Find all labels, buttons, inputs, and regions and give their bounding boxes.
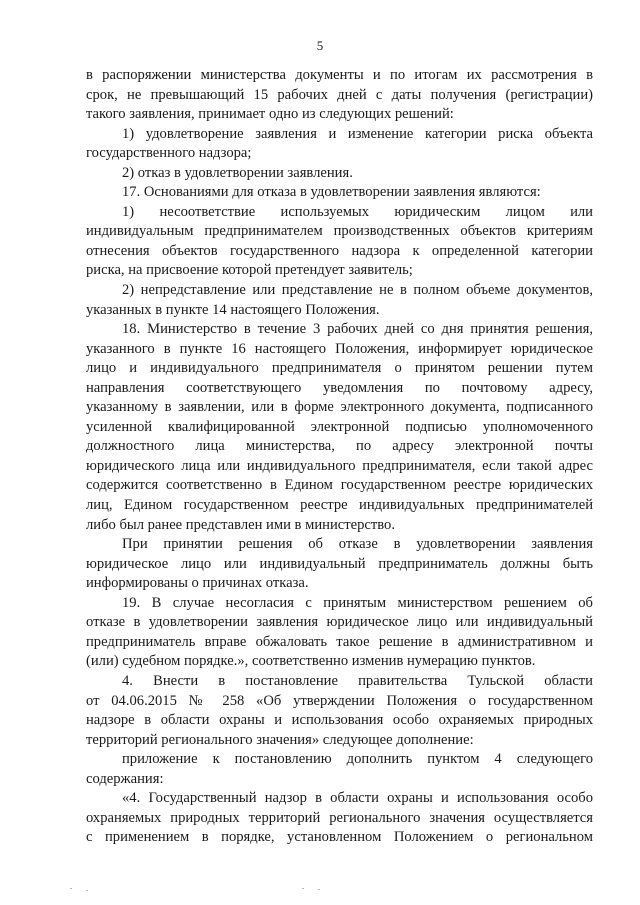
text-line: такого заявления, принимает одно из следующих решений: bbox=[86, 106, 454, 123]
text-line: риска, на присвоение которой претендует заявитель; bbox=[86, 262, 413, 279]
text-line: охраняемых природных территорий регионального значения осуществляется bbox=[86, 809, 593, 826]
text-line: 1) несоответствие используемых юридическим лицом или bbox=[122, 203, 593, 220]
text-line: 1) удовлетворение заявления и изменение категории риска объекта bbox=[122, 125, 593, 142]
text-line: указанному в заявлении, или в форме электронного документа, подписанного bbox=[86, 399, 593, 416]
text-line: 18. Министерство в течение 3 рабочих дней со дня принятия решения, bbox=[122, 321, 593, 338]
text-line: направления соответствующего уведомления по почтовому адресу, bbox=[86, 379, 593, 396]
text-line: отнесения объектов государственного надзора к определенной категории bbox=[86, 242, 593, 259]
text-line: предприниматель вправе обжаловать такое решение в административном и bbox=[86, 633, 593, 650]
text-line: срок, не превышающий 15 рабочих дней с даты получения (регистрации) bbox=[86, 86, 593, 103]
text-line: содержится соответственно в Едином государственном реестре юридических bbox=[86, 477, 593, 494]
text-line: информированы о причинах отказа. bbox=[86, 575, 309, 592]
text-line: 2) непредставление или представление не в полном объеме документов, bbox=[122, 282, 593, 299]
text-line: должностного лица министерства, по адресу электронной почты bbox=[86, 438, 593, 455]
text-line: содержания: bbox=[86, 770, 164, 787]
text-line: усиленной квалифицированной электронной подписью уполномоченного bbox=[86, 418, 593, 435]
scan-artifact bbox=[318, 889, 320, 890]
text-line: При принятии решения об отказе в удовлетворении заявления bbox=[122, 536, 593, 553]
text-line: «4. Государственный надзор в области охраны и использования особо bbox=[122, 790, 593, 807]
text-line: 17. Основаниями для отказа в удовлетворении заявления являются: bbox=[122, 184, 541, 201]
text-line: отказе в удовлетворении заявления юридическое лицо или индивидуальный bbox=[86, 614, 593, 631]
text-line: государственного надзора; bbox=[86, 145, 252, 162]
page-number: 5 bbox=[316, 38, 324, 53]
text-line: 19. В случае несогласия с принятым министерством решением об bbox=[122, 594, 593, 611]
text-line: 2) отказ в удовлетворении заявления. bbox=[122, 164, 353, 181]
scan-artifact bbox=[70, 888, 72, 889]
text-line: лиц, Едином государственном реестре индивидуальных предпринимателей bbox=[86, 497, 593, 514]
text-line: надзоре в области охраны и использования особо охраняемых природных bbox=[86, 712, 593, 729]
text-line: индивидуальным предпринимателем производственных объектов критериям bbox=[86, 223, 593, 240]
text-line: (или) судебном порядке.», соответственно изменив нумерацию пунктов. bbox=[86, 653, 536, 670]
text-line: с применением в порядке, установленном Положением о региональном bbox=[86, 829, 593, 846]
text-line: в распоряжении министерства документы и по итогам их рассмотрения в bbox=[86, 67, 593, 83]
text-line: от 04.06.2015 № 258 «Об утверждении Положения о государственном bbox=[86, 692, 593, 709]
text-line: юридическое лицо или индивидуальный предприниматель должны быть bbox=[86, 555, 593, 572]
text-line: указанного в пункте 16 настоящего Положения, информирует юридическое bbox=[86, 340, 593, 357]
text-line: приложение к постановлению дополнить пунктом 4 следующего bbox=[122, 751, 593, 768]
text-line: указанных в пункте 14 настоящего Положения. bbox=[86, 301, 380, 318]
text-line: лицо и индивидуального предпринимателя о принятом решении путем bbox=[86, 360, 593, 377]
text-line: территорий регионального значения» следующее дополнение: bbox=[86, 731, 474, 748]
text-line: либо был ранее представлен ими в министерство. bbox=[86, 516, 395, 533]
document-body bbox=[86, 66, 593, 848]
text-line: юридического лица или индивидуального предпринимателя, если такой адрес bbox=[86, 457, 593, 474]
scan-artifact bbox=[302, 888, 304, 889]
scan-artifact bbox=[86, 890, 88, 891]
text-line: 4. Внести в постановление правительства Тульской области bbox=[122, 672, 593, 689]
